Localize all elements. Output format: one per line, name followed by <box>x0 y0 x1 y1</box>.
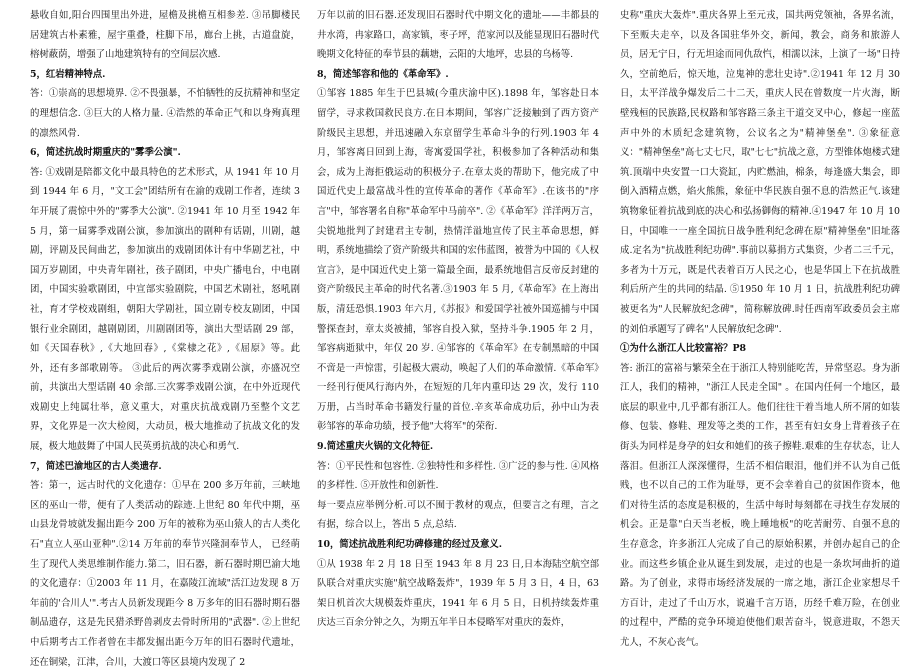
answer-paragraph: 答: 浙江的富裕与繁荣全在于浙江人特别能吃苦，异常坚忍。身为浙江人，我们的精神，"浙江人民走全国" 。在国内任何一个地区，最底层的职业中,几乎都有浙江人。他们往往干着当地人所不屑的如装修、包装、修鞋、理发等之类的工作，甚至有妇女身上背着孩子在街头为同样是身孕的妇女和她们的孩子擦鞋.艰难的生存状态，让人落泪。但浙江人深深懂得，生活不相信眼泪，他们并不认为自己低贱，也不以自己的工作为耻辱，更不会幸着自己的贫困作资本，他们对待生活的态度是积极的，生活中每时每刻都在寻找生存发展的机会。正是靠"白天当老板，晚上睡地板"的吃苦耐劳、自强不息的生存意念，许多浙江人完成了自己的原始积累，并创办起自己的企业。而这些乡镇企业从诞生到发展，走过的也是一条坎坷曲折的道路。为了创业，求得市场经济发展的一席之地，浙江企业家想尽千方百计，走过了千山万水，说遍千言万语，历经千难万险，在创业的过程中，严酷的竞争环境迫使他们艰苦奋斗，锐意进取，不怨天尤人，不灰心丧气。 <box>620 362 900 648</box>
answer-paragraph: ①从 1938 年 2 月 18 日至 1943 年 8 月 23 日,日本海陆空航空部队联合对重庆实施"航空战略轰炸"，1939 年 5 月 3 日，4 日，63 架日机首次大规模轰炸重庆，1941 年 6 月 5 日，日机持续轰炸重庆达三百余分钟之久，为期五年半日本侵略军对重庆的轰炸， <box>317 558 599 629</box>
column-left <box>30 6 300 668</box>
question-heading: 8，简述邹容和他的《革命军》. <box>317 68 449 80</box>
column-right <box>620 6 900 646</box>
question-heading: 5，红岩精神特点. <box>30 68 106 80</box>
question-heading: 9.简述重庆火锅的文化特征. <box>317 441 434 453</box>
question-heading: 10，简述抗战胜利纪功碑修建的经过及意义. <box>317 539 503 551</box>
answer-paragraph: 答：第一，远古时代的文化遗存：①早在 200 多万年前，三峡地区的巫山一带，便有了人类活动的踪迹.上世纪 80 年代中期，巫山县龙骨坡就发掘出距今 200 万年的被称为巫山猿人的古人类化石"直立人巫山亚种".②14 万年前的奉节兴隆洞奉节人， 已经萌生了现代人类思维制作能力.第二，旧石器，新石器时期巴渝大地的文化遗存：①2003 年 11 月，在嘉陵江流域"活江边发现 8 万年前的'合川人'".考古人员新发现距今 8 万多年的旧石器时期石器制品遗存，这是先民猎杀野兽剥皮去骨时所用的"武器". ②上世纪中后期考古工作者曾在丰都发掘出距今万年的旧石器时代遗址，还在铜梁，江津，合川，大渡口等区县境内发现了 2 <box>30 480 300 668</box>
answer-paragraph: ①邹容 1885 年生于巴县城(今重庆渝中区).1898 年，邹容赴日本留学，寻求救国救民良方.在日本期间，邹容广泛接触到了西方资产阶级民主思想，并迅速融入东京留学生革命斗争的行列.1903 年 4 月，邹容离日回到上海，寄寓爱国学社，积极参加了各种活动和集会，成为上海拒俄运动的积极分子.在章太炎的帮助下，他完成了中国近代史上最富战斗性的宣传革命的著作《革命军》.在该书的"序言"中，邹容署名自称"革命军中马前卒". ②《革命军》洋洋两万言，尖锐地批判了封建君主专制，热情洋溢地宣传了民主革命思想，鲜明，系统地描绘了资产阶级共和国的宏伟蓝图，被誉为中国的《人权宣言》，是中国近代史上第一篇最全面，最系统地倡言反帝反封建的资产阶级民主革命的时代名著.③1903 年 5 月,《革命军》在上海出版，清廷恐惧.1903 年六月,《苏报》和爱国学社被外国巡捕与中国警探查封，章太炎被捕，邹容自投入狱，坚持斗争.1905 年 2 月，邹容病逝狱中，年仅 20 岁. ④邹容的《革命军》在专制黑暗的中国不啻是一声惊雷，引起极大震动，唤起了人们的革命激情.《革命军》一经刊行便风行海内外，在短短的几年内重印达 29 次，发行 110 万册，占当时革命书籍发行量的首位.辛亥革命成功后，孙中山为表彰邹容的革命功绩，授予他"大将军"的荣衔. <box>317 88 599 433</box>
question-heading: 6，简述抗战时期重庆的"雾季公演". <box>30 147 181 159</box>
answer-paragraph: 悬收自如,阳台四围里出外进，屋檐及挑檐互相参差. ③吊脚楼民居建筑古朴素雅，屋宇重叠，柱脚下吊，廊台上挑，古道盘旋，榕树蔽荫，增强了山地建筑特有的空间层次感. <box>30 10 300 61</box>
answer-paragraph: 答：①平民性和包容性. ②独特性和多样性. ③广泛的参与性. ④风格的多样性. ⑤开放性和创新性. <box>317 460 599 492</box>
answer-paragraph: 答: ①戏剧是陪都文化中最具特色的艺术形式，从 1941 年 10 月到 1944 年 6 月，"文工会"团结所有在渝的戏剧工作者，连续 3 年开展了震惊中外的"雾季大公演". ②1941 年 10 月至 1942 年 5 月，第一届雾季戏剧公演，参加演出的剧种有话剧，川剧，越剧，评剧及民间曲艺，参加演出的戏剧团体计有中华剧艺社，中国万岁剧团，中央青年剧社，孩子剧团，中央广播电台，中电剧团，中国实验歌剧团，中宣部实验剧院，中国艺术剧社，怒吼剧社，育才学校戏剧组，朝阳大学剧社，国立剧专校友剧团，中国银行业余剧团，越剧剧团，川剧剧团等，演出大型话剧 29 部，如《天国春秋》,《大地回春》,《棠棣之花》,《屈原》等。此外，还有多部歌剧等。 ③此后的两次雾季戏剧公演，亦盛况空前，共演出大型话剧 40 余部.三次雾季戏剧公演，在中外近现代戏剧史上纯属壮举，意义重大，对重庆抗战戏剧乃至整个文艺界，文化界是一次大检阅，大动员，极大地推动了抗战文化的发展，极大地鼓舞了中国人民英勇抗战的决心和勇气. <box>30 166 300 453</box>
question-heading: ①为什么浙江人比较富裕？P8 <box>620 343 747 355</box>
answer-paragraph: 答：①崇高的思想境界. ②不畏强暴，不怕牺牲的反抗精神和坚定的理想信念. ③巨大的人格力量. ④浩然的革命正气和以身殉真理的凛然风骨. <box>30 88 300 139</box>
answer-paragraph: 史称"重庆大轰炸".重庆各界上至元戎，国共两党领袖，各界名流，下至贩夫走卒，以及各国驻华外交，新闻，教会，商务和旅游人员，居无宁日，行无坦途而同仇敌忾，相濡以沫，上演了一场"日持久，空前绝后，惊天地，泣鬼神的悲壮史诗".②1941 年 12 月 30 日，太平洋战争爆发后二十二天，重庆人民在曾数度一片火海，断壁残桓的民族路,民权路和邹容路三条主干道交叉中心，修起一座蓝声中外的木质纪念建筑物，公议名之为"精神堡垒". ③象征意义："精神堡垒"高七丈七尺，取"七七"抗战之意，方型锥体炮楼式建筑.顶端中央安置一口大瓷缸，内贮燃油，棉条，每逢盛大集会，即倒入酒精点燃，焰火熊熊，象征中华民族自强不息的浩然正气.该建筑物象征着抗战到底的决心和弘扬御侮的精神.④1947 年 10 月 10 日，中国唯一一座全国抗日战争胜利纪念碑在原"精神堡垒"旧址落成.定名为"抗战胜利纪功碑".事前以募捐方式集资，少者二三千元，多者为十万元，既是代表着百万人民之心，也是华国上下在抗战胜利后所产生的共同的结晶. ⑤1950 年 10 月 1 日，抗战胜利纪功碑被更名为"人民解放纪念碑"，简称解放碑.时任西南军政委员会主席的刘伯承题写了碑名"人民解放纪念碑". <box>620 10 900 335</box>
column-middle <box>317 6 599 646</box>
answer-paragraph: 每一要点应举例分析.可以不囿于教材的观点，但要言之有理，言之有据，综合以上，答出 5 点,总结. <box>317 499 599 531</box>
answer-paragraph: 万年以前的旧石器.还发现旧石器时代中期文化的遗址——丰都县的井水湾，冉家路口，高家镇，枣子坪，范家河以及能显现旧石器时代晚期文化特征的奉节县的藕塘，云阳的大地坪，忠县的乌杨等. <box>317 10 599 61</box>
question-heading: 7，简述巴渝地区的古人类遗存. <box>30 460 162 472</box>
